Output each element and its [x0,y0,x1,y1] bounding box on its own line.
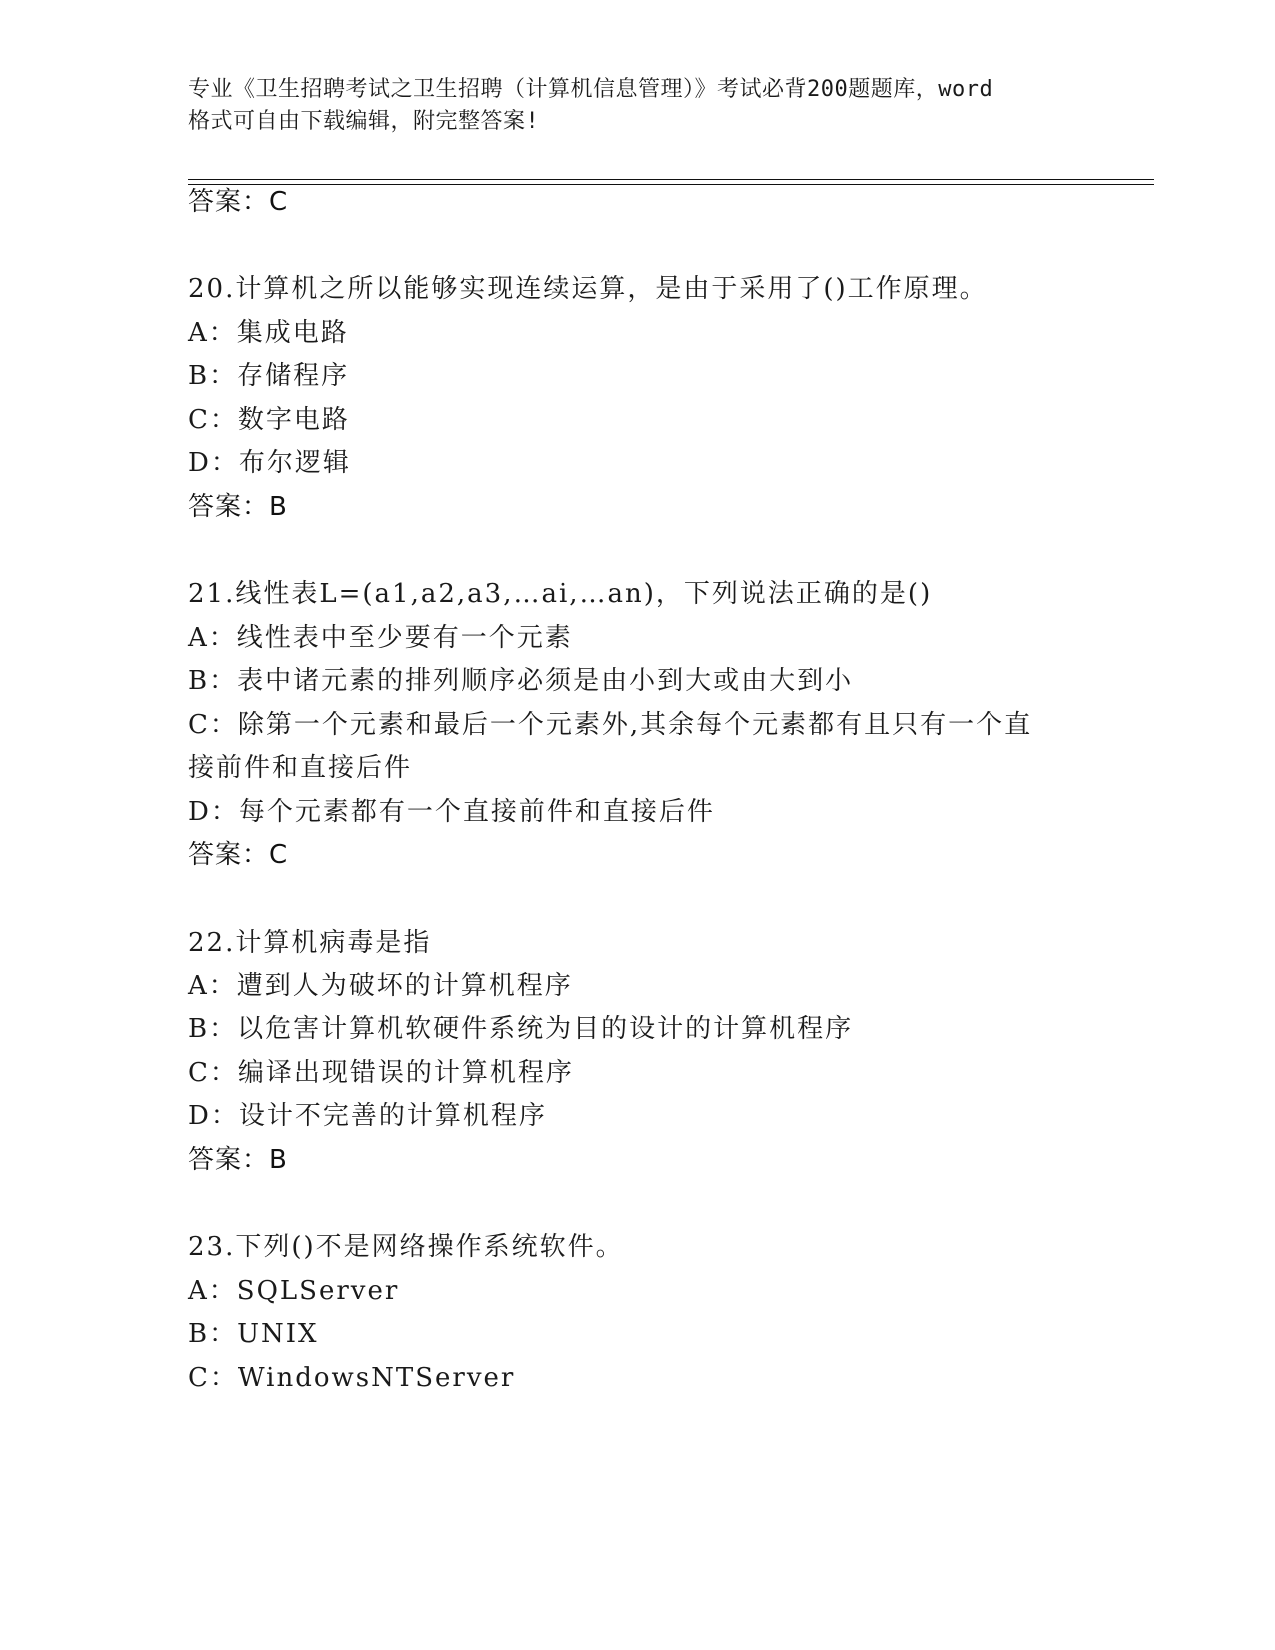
header-divider-bottom [188,184,1154,185]
option-a: A：遭到人为破坏的计算机程序 [188,971,573,1001]
question-stem: 23.下列()不是网络操作系统软件。 [188,1232,624,1262]
option-c: C：WindowsNTServer [188,1363,516,1393]
option-c: C：除第一个元素和最后一个元素外,其余每个元素都有且只有一个直 [188,710,1033,740]
option-a: A：SQLServer [188,1276,400,1306]
option-a: A：集成电路 [188,318,349,348]
header-line-1: 专业《卫生招聘考试之卫生招聘（计算机信息管理）》考试必背200题题库，word [188,77,994,102]
answer-label: 答案：C [188,187,289,217]
option-c: C：编译出现错误的计算机程序 [188,1058,574,1088]
question-stem: 22.计算机病毒是指 [188,928,432,958]
header-line-2: 格式可自由下载编辑，附完整答案! [188,109,540,134]
answer-label: 答案：B [188,492,288,522]
header-divider-top [188,179,1154,180]
option-b: B：表中诸元素的排列顺序必须是由小到大或由大到小 [188,666,854,696]
option-b: B：以危害计算机软硬件系统为目的设计的计算机程序 [188,1014,854,1044]
option-b: B：存储程序 [188,361,350,391]
question-stem: 21.线性表L=(a1,a2,a3,…ai,…an)，下列说法正确的是() [188,579,933,609]
question-stem: 20.计算机之所以能够实现连续运算，是由于采用了()工作原理。 [188,274,988,304]
option-c-continued: 接前件和直接后件 [188,753,413,783]
document-header [188,74,1088,138]
option-d: D：设计不完善的计算机程序 [188,1101,547,1131]
answer-label: 答案：C [188,840,289,870]
option-d: D：每个元素都有一个直接前件和直接后件 [188,797,715,827]
option-d: D：布尔逻辑 [188,448,351,478]
option-b: B：UNIX [188,1319,319,1349]
option-c: C：数字电路 [188,405,350,435]
option-a: A：线性表中至少要有一个元素 [188,623,573,653]
answer-label: 答案：B [188,1145,288,1175]
